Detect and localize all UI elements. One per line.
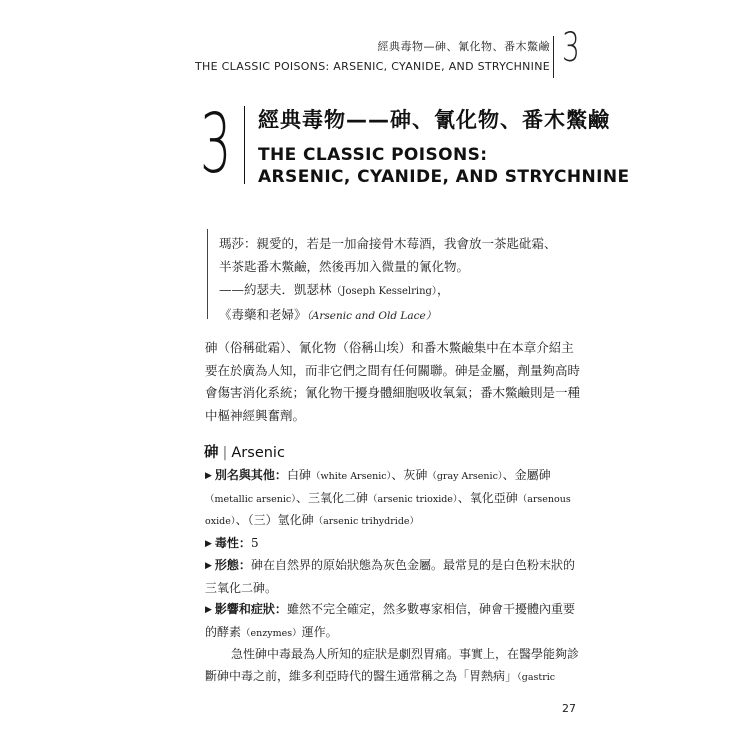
entry-toxicity bbox=[205, 533, 580, 556]
epigraph-bar bbox=[207, 229, 208, 319]
chapter-title-english-line1: THE CLASSIC POISONS: bbox=[258, 145, 488, 165]
name-arsenic-trioxide-en: （arsenic trioxide） bbox=[368, 493, 458, 505]
chapter-title-divider bbox=[244, 106, 245, 184]
epigraph-author: ——約瑟夫．凱瑟林 bbox=[219, 282, 332, 297]
bullet-marker-icon: ▶ bbox=[205, 605, 212, 615]
body-paragraph-text: 急性砷中毒最為人所知的症狀是劇烈胃痛。事實上，在醫學能夠診斷砷中毒之前，維多利亞時代的醫生通常稱之為「胃熱病」 bbox=[205, 647, 580, 683]
entry-effects-text-b: 運作。 bbox=[301, 624, 338, 639]
name-metallic-arsenic: 、金屬砷 bbox=[502, 468, 551, 482]
running-header-chinese: 經典毒物—砷、氰化物、番木鱉鹼 bbox=[377, 40, 550, 53]
name-arsenic-trihydride: 、（三）氫化砷 bbox=[235, 513, 314, 527]
section-title-english: Arsenic bbox=[231, 445, 285, 461]
chapter-number: 3 bbox=[200, 97, 232, 192]
running-header-chapter-number: 3 bbox=[562, 25, 580, 71]
name-white-arsenic: 白砷 bbox=[286, 468, 311, 482]
body-paragraph bbox=[205, 644, 580, 688]
section-separator: | bbox=[222, 445, 228, 461]
epigraph-line-2: 半茶匙番木鱉鹼，然後再加入微量的氰化物。 bbox=[219, 259, 470, 274]
bullet-marker-icon: ▶ bbox=[205, 561, 212, 571]
entry-names-label: 別名與其他： bbox=[214, 468, 287, 482]
entry-effects-label: 影響和症狀： bbox=[214, 602, 287, 616]
intro-paragraph: 砷（俗稱砒霜）、氰化物（俗稱山埃）和番木鱉鹼集中在本章介紹主要在於廣為人知，而非它們之間有任何關聯。砷是金屬，劑量夠高時會傷害消化系統；氰化物干擾身體細胞吸收氧氣；番木鱉鹼則是一種中樞神經興奮劑。 bbox=[205, 340, 581, 423]
epigraph bbox=[219, 232, 557, 328]
entry-effects-text-en: （enzymes） bbox=[241, 627, 302, 639]
body-paragraph-en: （gastric bbox=[517, 671, 556, 683]
name-gray-arsenic-en: （gray Arsenic） bbox=[427, 471, 503, 482]
entry-form bbox=[205, 555, 580, 599]
name-arsenous-oxide: 、氧化亞砷 bbox=[457, 490, 518, 505]
entry-names bbox=[205, 465, 580, 533]
chapter-title-chinese: 經典毒物——砷、氰化物、番木鱉鹼 bbox=[258, 108, 610, 132]
chapter-title-english bbox=[258, 144, 630, 188]
name-arsenic-trihydride-en: （arsenic trihydride） bbox=[313, 516, 420, 527]
running-header-divider bbox=[553, 36, 554, 78]
name-arsenic-trioxide: 、三氧化二砷 bbox=[296, 490, 369, 505]
epigraph-attribution bbox=[219, 278, 557, 303]
running-header-english: THE CLASSIC POISONS: ARSENIC, CYANIDE, AND STRYCHNINE bbox=[195, 60, 550, 73]
page-number: 27 bbox=[562, 702, 576, 715]
bullet-marker-icon: ▶ bbox=[205, 471, 212, 481]
name-white-arsenic-en: （white Arsenic） bbox=[310, 471, 392, 482]
epigraph-author-latin: （Joseph Kesselring） bbox=[331, 286, 437, 297]
section-title-chinese: 砷 bbox=[204, 445, 219, 461]
epigraph-source bbox=[219, 303, 557, 328]
arsenic-entries bbox=[205, 465, 580, 688]
name-gray-arsenic: 、灰砷 bbox=[391, 468, 428, 482]
epigraph-line-1: 瑪莎：親愛的，若是一加侖接骨木莓酒，我會放一茶匙砒霜、 bbox=[219, 236, 557, 251]
epigraph-work-english: （Arsenic and Old Lace） bbox=[306, 310, 437, 322]
epigraph-author-suffix: ， bbox=[436, 282, 450, 297]
chapter-title-english-line2: ARSENIC, CYANIDE, AND STRYCHNINE bbox=[258, 167, 630, 187]
bullet-marker-icon: ▶ bbox=[205, 538, 212, 549]
entry-form-label: 形態： bbox=[214, 558, 251, 572]
name-arsenous-oxide-en: （arsenous oxide） bbox=[205, 493, 571, 527]
entry-form-text: 砷在自然界的原始狀態為灰色金屬。最常見的是白色粉末狀的三氧化二砷。 bbox=[205, 558, 575, 595]
epigraph-work-chinese: 《毒藥和老婦》 bbox=[219, 307, 307, 322]
entry-effects-text-a: 雖然不完全確定，然多數專家相信，砷會干擾體內重要的酵素 bbox=[205, 602, 575, 639]
section-heading-arsenic bbox=[204, 441, 285, 462]
name-metallic-arsenic-en: （metallic arsenic） bbox=[205, 493, 296, 505]
entry-toxicity-value: 5 bbox=[250, 535, 259, 550]
entry-effects bbox=[205, 599, 580, 644]
entry-toxicity-label: 毒性： bbox=[214, 535, 251, 550]
